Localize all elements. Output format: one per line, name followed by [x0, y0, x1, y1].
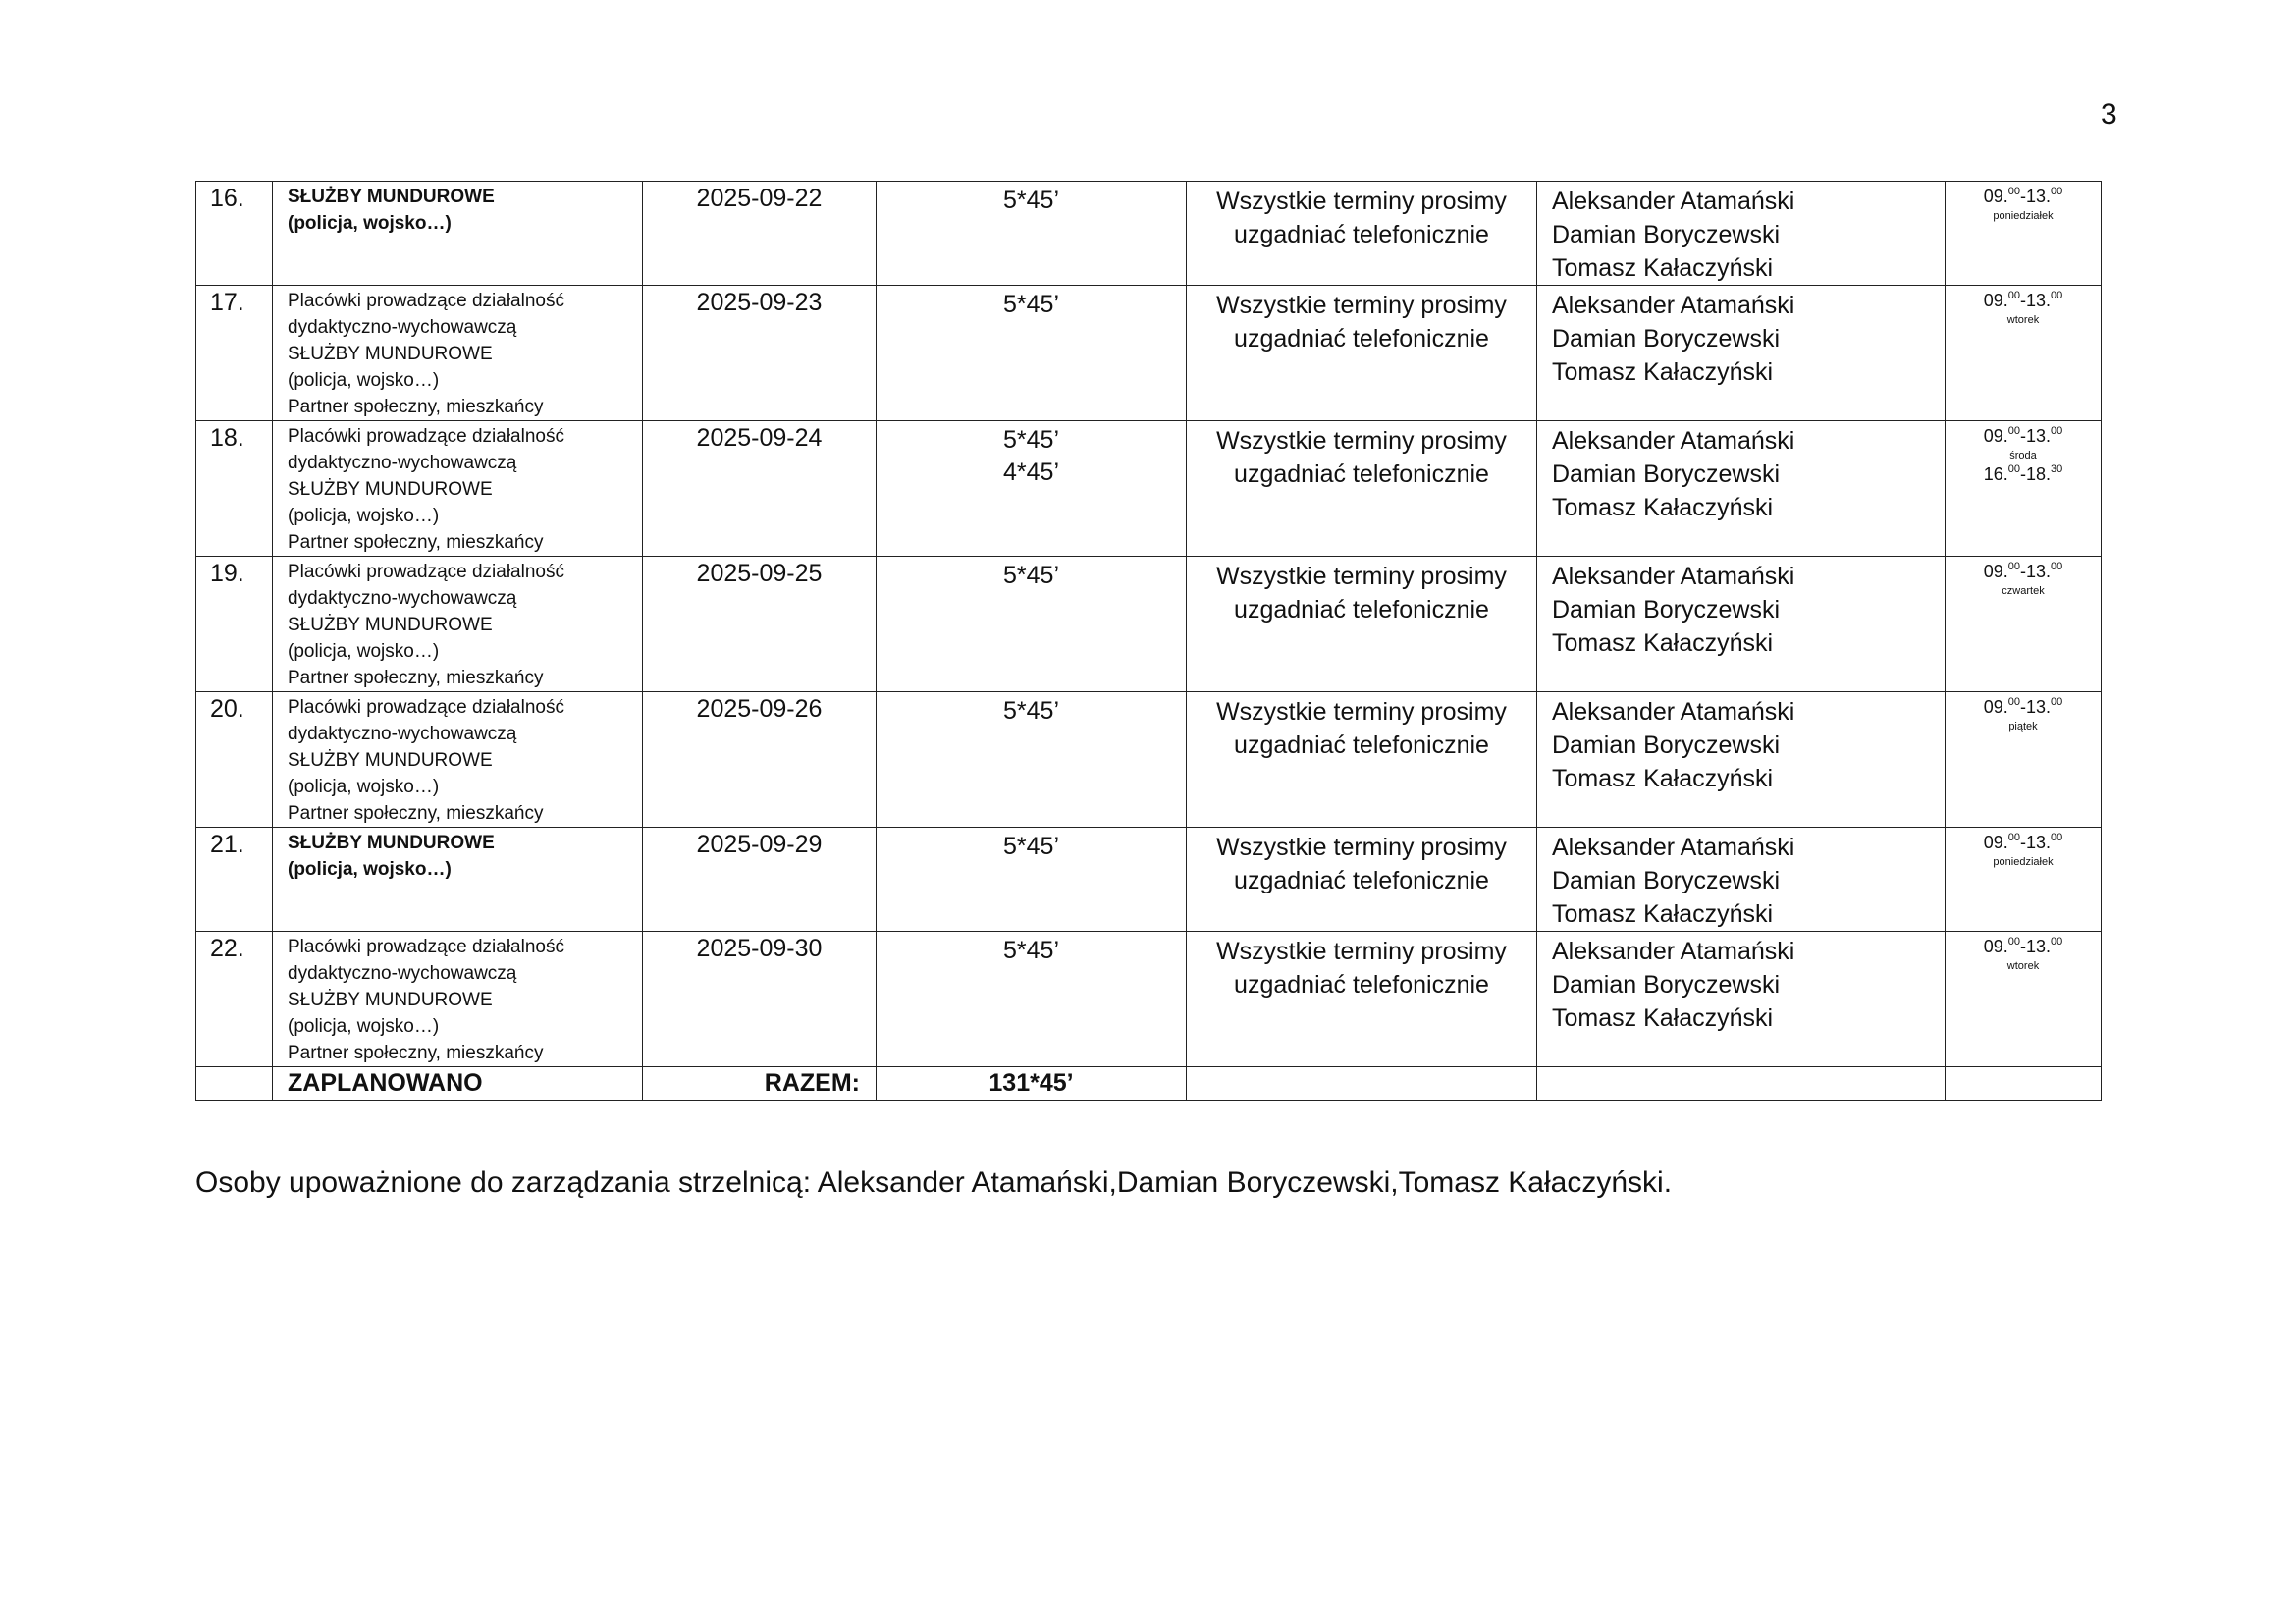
time-part: -13. — [2020, 426, 2052, 446]
time-part: 00 — [2007, 463, 2020, 475]
time-cell — [1946, 557, 2102, 692]
person-name: Aleksander Atamański — [1552, 292, 1795, 319]
people-cell — [1537, 828, 1946, 932]
note-cell — [1187, 692, 1537, 828]
time-part: 00 — [2051, 425, 2063, 437]
person-name: Aleksander Atamański — [1552, 563, 1795, 590]
time-range — [1946, 184, 2101, 209]
note-line: uzgadniać telefonicznie — [1234, 460, 1489, 488]
person-name: Aleksander Atamański — [1552, 188, 1795, 215]
weekday-label: środa — [2009, 450, 2037, 461]
person-name: Tomasz Kałaczyński — [1552, 1004, 1774, 1032]
target-group-cell — [273, 932, 643, 1067]
note-line: Wszystkie terminy prosimy — [1216, 292, 1507, 319]
time-cell — [1946, 182, 2102, 286]
time-part: -13. — [2020, 291, 2052, 310]
total-razem-label: RAZEM: — [643, 1067, 877, 1101]
hours-line: 5*45’ — [1003, 833, 1059, 860]
people-cell — [1537, 692, 1946, 828]
date-cell: 2025-09-23 — [643, 286, 877, 421]
page-number: 3 — [2101, 98, 2117, 131]
time-part: 00 — [2051, 832, 2063, 843]
target-group-line: Partner społeczny, mieszkańcy — [288, 532, 544, 553]
target-group-line: Partner społeczny, mieszkańcy — [288, 397, 544, 417]
target-group-line: SŁUŻBY MUNDUROWE — [288, 344, 493, 364]
target-group-line: (policja, wojsko…) — [288, 1016, 440, 1037]
time-part: 09. — [1983, 562, 2008, 581]
time-part: 30 — [2051, 463, 2063, 475]
target-group-line: SŁUŻBY MUNDUROWE — [288, 479, 493, 500]
hours-line: 5*45’ — [1003, 187, 1059, 214]
note-line: uzgadniać telefonicznie — [1234, 731, 1489, 759]
people-cell — [1537, 932, 1946, 1067]
time-part: 00 — [2007, 832, 2020, 843]
person-name: Tomasz Kałaczyński — [1552, 900, 1774, 928]
target-group-line: Partner społeczny, mieszkańcy — [288, 803, 544, 824]
note-line: uzgadniać telefonicznie — [1234, 596, 1489, 623]
time-part: 09. — [1983, 697, 2008, 717]
target-group-cell — [273, 421, 643, 557]
person-name: Aleksander Atamański — [1552, 427, 1795, 455]
target-group-line: dydaktyczno-wychowawczą — [288, 963, 517, 984]
authorized-persons-note: Osoby upoważnione do zarządzania strzelnicą: Aleksander Atamański,Damian Boryczewski,Tomasz Kałaczyński. — [195, 1166, 1673, 1199]
person-name: Aleksander Atamański — [1552, 834, 1795, 861]
time-range — [1946, 559, 2101, 584]
hours-cell — [877, 286, 1187, 421]
time-part: 09. — [1983, 833, 2008, 852]
row-number: 19. — [196, 557, 273, 692]
time-range — [1946, 934, 2101, 959]
table-row — [196, 557, 2102, 692]
target-group-line: dydaktyczno-wychowawczą — [288, 317, 517, 338]
note-line: uzgadniać telefonicznie — [1234, 325, 1489, 352]
date-cell: 2025-09-30 — [643, 932, 877, 1067]
person-name: Damian Boryczewski — [1552, 596, 1781, 623]
person-name: Tomasz Kałaczyński — [1552, 629, 1774, 657]
hours-cell — [877, 182, 1187, 286]
weekday-label: poniedziałek — [1993, 856, 2054, 868]
person-name: Aleksander Atamański — [1552, 938, 1795, 965]
person-name: Tomasz Kałaczyński — [1552, 358, 1774, 386]
time-cell — [1946, 932, 2102, 1067]
time-part: 00 — [2051, 290, 2063, 301]
time-part: 09. — [1983, 291, 2008, 310]
schedule-table — [195, 181, 2102, 1101]
time-part: 00 — [2051, 936, 2063, 947]
target-group-line: SŁUŻBY MUNDUROWE — [288, 833, 495, 853]
note-line: uzgadniać telefonicznie — [1234, 221, 1489, 248]
person-name: Damian Boryczewski — [1552, 971, 1781, 999]
note-cell — [1187, 828, 1537, 932]
people-cell — [1537, 421, 1946, 557]
total-value: 131*45’ — [877, 1067, 1187, 1101]
row-number: 21. — [196, 828, 273, 932]
note-line: Wszystkie terminy prosimy — [1216, 188, 1507, 215]
hours-line: 5*45’ — [1003, 562, 1059, 589]
target-group-line: SŁUŻBY MUNDUROWE — [288, 750, 493, 771]
hours-line: 5*45’ — [1003, 291, 1059, 318]
schedule-body — [196, 182, 2102, 1101]
table-row — [196, 182, 2102, 286]
time-part: 00 — [2051, 696, 2063, 708]
time-part: -18. — [2020, 464, 2052, 484]
date-cell: 2025-09-24 — [643, 421, 877, 557]
target-group-line: (policja, wojsko…) — [288, 370, 440, 391]
weekday-label: piątek — [2008, 721, 2038, 732]
time-part: -13. — [2020, 697, 2052, 717]
weekday-label: wtorek — [2006, 314, 2040, 326]
person-name: Damian Boryczewski — [1552, 221, 1781, 248]
time-part: 00 — [2051, 561, 2063, 572]
note-line: uzgadniać telefonicznie — [1234, 971, 1489, 999]
hours-line: 5*45’ — [1003, 426, 1059, 454]
time-part: 09. — [1983, 187, 2008, 206]
person-name: Damian Boryczewski — [1552, 325, 1781, 352]
note-cell — [1187, 932, 1537, 1067]
time-cell — [1946, 828, 2102, 932]
time-part: -13. — [2020, 833, 2052, 852]
time-part: 00 — [2007, 936, 2020, 947]
row-number: 16. — [196, 182, 273, 286]
note-line: Wszystkie terminy prosimy — [1216, 938, 1507, 965]
time-part: 00 — [2007, 561, 2020, 572]
row-number: 18. — [196, 421, 273, 557]
person-name: Tomasz Kałaczyński — [1552, 765, 1774, 792]
note-cell — [1187, 286, 1537, 421]
date-cell: 2025-09-22 — [643, 182, 877, 286]
date-cell: 2025-09-29 — [643, 828, 877, 932]
person-name: Tomasz Kałaczyński — [1552, 254, 1774, 282]
target-group-line: Partner społeczny, mieszkańcy — [288, 668, 544, 688]
time-part: 00 — [2007, 290, 2020, 301]
target-group-line: Partner społeczny, mieszkańcy — [288, 1043, 544, 1063]
note-cell — [1187, 182, 1537, 286]
target-group-line: (policja, wojsko…) — [288, 859, 452, 880]
hours-cell — [877, 932, 1187, 1067]
target-group-line: Placówki prowadzące działalność — [288, 562, 564, 582]
note-cell — [1187, 421, 1537, 557]
time-range — [1946, 288, 2101, 313]
time-part: 16. — [1983, 464, 2008, 484]
date-cell: 2025-09-25 — [643, 557, 877, 692]
hours-line: 5*45’ — [1003, 937, 1059, 964]
time-part: -13. — [2020, 562, 2052, 581]
row-number: 17. — [196, 286, 273, 421]
target-group-line: SŁUŻBY MUNDUROWE — [288, 187, 495, 207]
people-cell — [1537, 182, 1946, 286]
hours-cell — [877, 557, 1187, 692]
total-label: ZAPLANOWANO — [273, 1067, 643, 1101]
time-part: 00 — [2007, 696, 2020, 708]
note-line: Wszystkie terminy prosimy — [1216, 698, 1507, 726]
total-row — [196, 1067, 2102, 1101]
time-cell — [1946, 421, 2102, 557]
hours-cell — [877, 692, 1187, 828]
note-line: Wszystkie terminy prosimy — [1216, 427, 1507, 455]
total-empty-cell — [1187, 1067, 1537, 1101]
total-empty-cell — [196, 1067, 273, 1101]
person-name: Damian Boryczewski — [1552, 460, 1781, 488]
hours-line: 5*45’ — [1003, 697, 1059, 725]
people-cell — [1537, 557, 1946, 692]
target-group-line: dydaktyczno-wychowawczą — [288, 588, 517, 609]
weekday-label: wtorek — [2006, 960, 2040, 972]
time-part: 00 — [2007, 186, 2020, 197]
table-row — [196, 932, 2102, 1067]
target-group-line: Placówki prowadzące działalność — [288, 291, 564, 311]
target-group-line: dydaktyczno-wychowawczą — [288, 724, 517, 744]
person-name: Tomasz Kałaczyński — [1552, 494, 1774, 521]
time-part: -13. — [2020, 937, 2052, 956]
note-line: Wszystkie terminy prosimy — [1216, 834, 1507, 861]
time-part: 09. — [1983, 426, 2008, 446]
time-range — [1946, 830, 2101, 855]
target-group-line: (policja, wojsko…) — [288, 506, 440, 526]
target-group-line: Placówki prowadzące działalność — [288, 937, 564, 957]
note-cell — [1187, 557, 1537, 692]
target-group-line: (policja, wojsko…) — [288, 213, 452, 234]
total-empty-cell — [1946, 1067, 2102, 1101]
time-range-second — [1946, 462, 2101, 486]
target-group-cell — [273, 557, 643, 692]
person-name: Aleksander Atamański — [1552, 698, 1795, 726]
time-part: 00 — [2007, 425, 2020, 437]
table-row — [196, 828, 2102, 932]
target-group-line: (policja, wojsko…) — [288, 777, 440, 797]
target-group-line: dydaktyczno-wychowawczą — [288, 453, 517, 473]
row-number: 22. — [196, 932, 273, 1067]
time-part: -13. — [2020, 187, 2052, 206]
time-range — [1946, 694, 2101, 720]
target-group-cell — [273, 286, 643, 421]
hours-line: 4*45’ — [1003, 459, 1059, 486]
time-range — [1946, 423, 2101, 449]
person-name: Damian Boryczewski — [1552, 731, 1781, 759]
note-line: Wszystkie terminy prosimy — [1216, 563, 1507, 590]
person-name: Damian Boryczewski — [1552, 867, 1781, 894]
weekday-label: poniedziałek — [1993, 210, 2054, 222]
people-cell — [1537, 286, 1946, 421]
target-group-line: Placówki prowadzące działalność — [288, 697, 564, 718]
table-row — [196, 421, 2102, 557]
time-cell — [1946, 286, 2102, 421]
time-part: 00 — [2051, 186, 2063, 197]
table-row — [196, 286, 2102, 421]
hours-cell — [877, 421, 1187, 557]
time-cell — [1946, 692, 2102, 828]
hours-cell — [877, 828, 1187, 932]
target-group-line: SŁUŻBY MUNDUROWE — [288, 615, 493, 635]
date-cell: 2025-09-26 — [643, 692, 877, 828]
total-empty-cell — [1537, 1067, 1946, 1101]
target-group-cell — [273, 692, 643, 828]
time-part: 09. — [1983, 937, 2008, 956]
row-number: 20. — [196, 692, 273, 828]
target-group-line: (policja, wojsko…) — [288, 641, 440, 662]
table-row — [196, 692, 2102, 828]
note-line: uzgadniać telefonicznie — [1234, 867, 1489, 894]
target-group-cell — [273, 182, 643, 286]
weekday-label: czwartek — [2002, 585, 2045, 597]
target-group-cell — [273, 828, 643, 932]
target-group-line: Placówki prowadzące działalność — [288, 426, 564, 447]
target-group-line: SŁUŻBY MUNDUROWE — [288, 990, 493, 1010]
